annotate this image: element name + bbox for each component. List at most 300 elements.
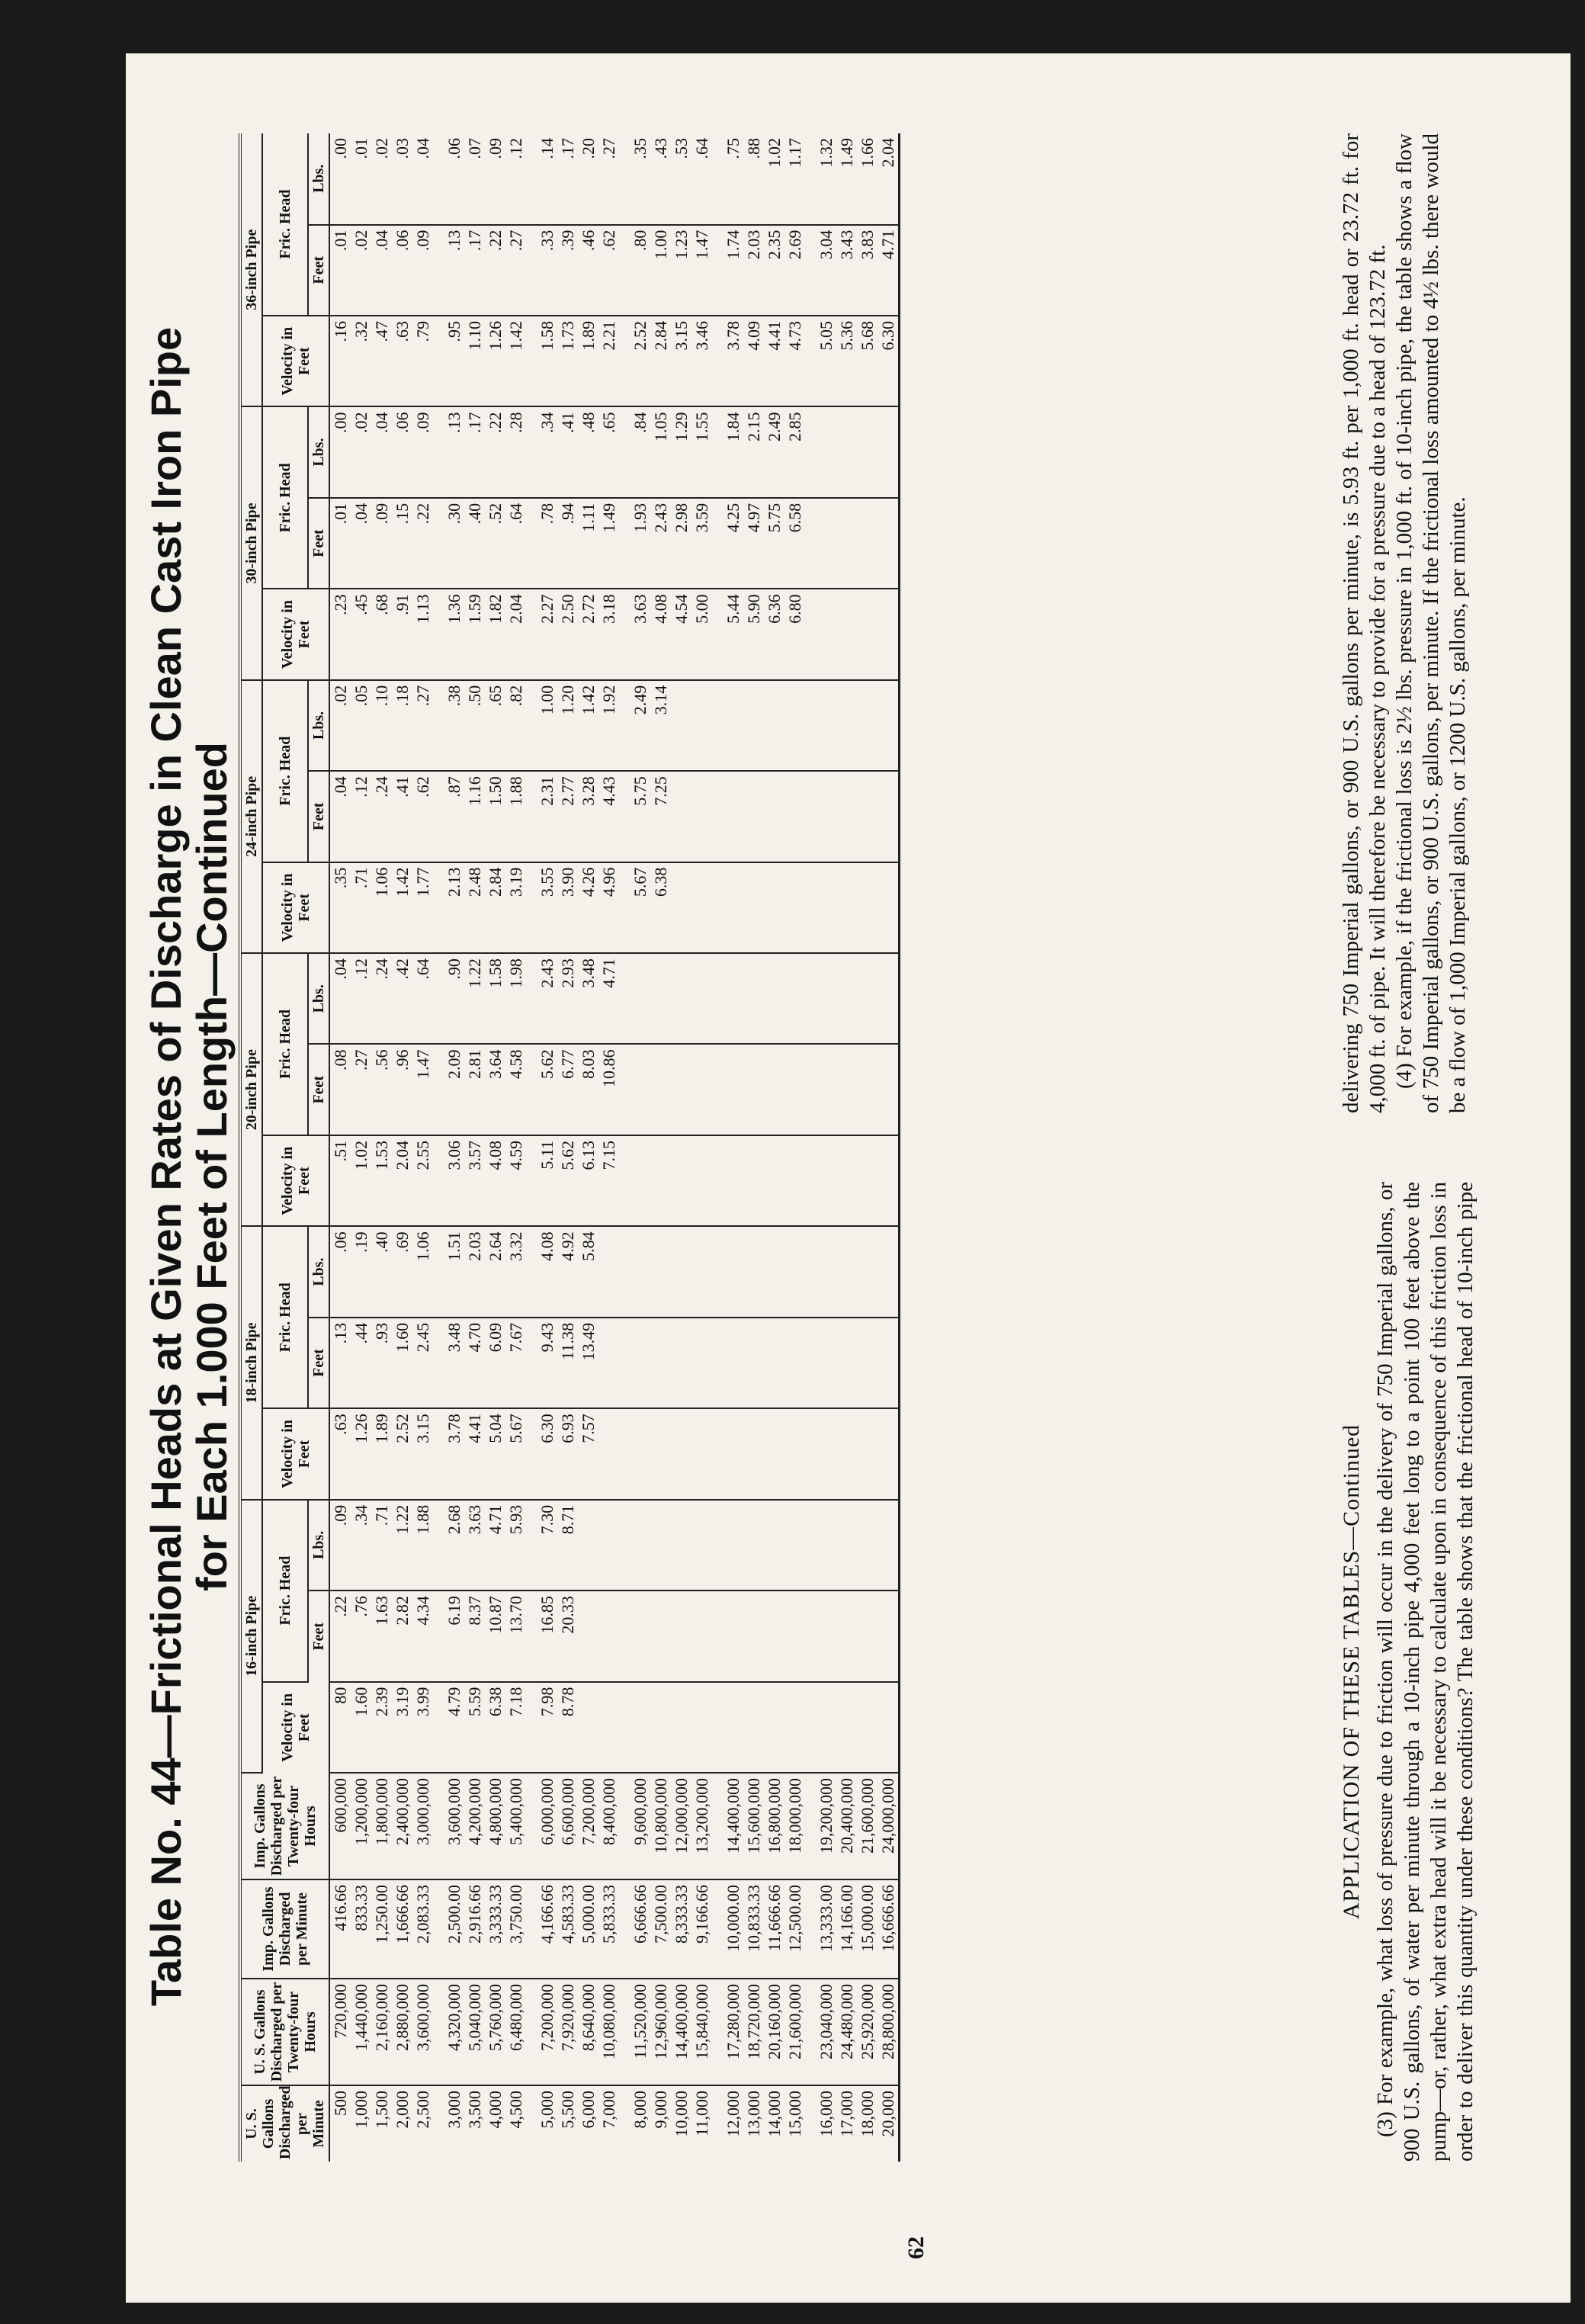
table-cell: 2.48 xyxy=(464,862,485,953)
table-cell: 1,800,000 xyxy=(371,1773,392,1879)
table-cell: 6.80 xyxy=(784,589,805,679)
table-cell: 2.43 xyxy=(537,953,557,1044)
table-cell xyxy=(764,1318,784,1408)
table-cell: 2,400,000 xyxy=(392,1773,412,1879)
table-cell: 10,000.00 xyxy=(723,1879,743,1979)
table-cell xyxy=(619,1226,630,1317)
table-cell: .24 xyxy=(371,771,392,862)
header-fric-head: Fric. Head xyxy=(262,1500,308,1682)
table-cell: .18 xyxy=(392,680,412,771)
table-cell: 6.58 xyxy=(784,498,805,589)
table-cell xyxy=(619,1500,630,1591)
header-imp-gallons-minute: Imp. Gallons Discharged per Minute xyxy=(240,1879,329,1979)
table-cell xyxy=(743,1408,764,1499)
table-cell: 2,160,000 xyxy=(371,1979,392,2085)
table-cell: .10 xyxy=(371,680,392,771)
table-cell xyxy=(619,1318,630,1408)
table-cell: 600,000 xyxy=(329,1773,351,1879)
table-cell xyxy=(712,862,723,953)
document-page xyxy=(126,53,1571,2303)
table-cell: 1.49 xyxy=(598,498,619,589)
table-cell: .17 xyxy=(557,133,578,225)
table-cell xyxy=(723,1500,743,1591)
table-cell xyxy=(433,2085,444,2162)
table-cell: 5.93 xyxy=(505,1500,526,1591)
table-cell xyxy=(878,1045,900,1135)
header-feet: Feet xyxy=(308,498,329,589)
table-cell: 3,000,000 xyxy=(412,1773,433,1879)
table-cell xyxy=(816,1135,836,1226)
table-cell: .02 xyxy=(329,680,351,771)
table-cell xyxy=(805,406,816,497)
table-cell: 11,000 xyxy=(692,2091,711,2136)
table-cell: 1.49 xyxy=(836,133,857,225)
table-cell: 6.13 xyxy=(578,1135,598,1226)
table-cell xyxy=(691,1318,712,1408)
table-cell: 1.13 xyxy=(412,589,433,679)
table-cell: .46 xyxy=(578,225,598,316)
table-cell xyxy=(650,1500,671,1591)
table-cell: .71 xyxy=(351,862,371,953)
table-cell xyxy=(712,316,723,406)
table-cell xyxy=(857,406,878,497)
table-cell xyxy=(816,1226,836,1317)
table-cell: .13 xyxy=(444,225,464,316)
table-cell: 2.81 xyxy=(464,1045,485,1135)
table-cell xyxy=(598,1226,619,1317)
table-cell xyxy=(526,1979,537,2085)
table-cell: 1.06 xyxy=(412,1226,433,1317)
table-cell xyxy=(857,1135,878,1226)
page-title: Table No. 44—Frictional Heads at Given Rates of Discharge in Clean Cast Iron Pipe xyxy=(142,326,190,2007)
table-cell: 8.37 xyxy=(464,1591,485,1681)
table-cell: 5,760,000 xyxy=(485,1979,505,2085)
table-cell: .96 xyxy=(392,1045,412,1135)
table-cell: 1.22 xyxy=(464,953,485,1044)
header-feet: Feet xyxy=(308,1318,329,1408)
table-cell: 6,000 xyxy=(579,2091,598,2129)
table-cell: .27 xyxy=(505,225,526,316)
header-lbs: Lbs. xyxy=(308,133,329,225)
table-cell xyxy=(526,1773,537,1879)
table-cell xyxy=(691,1682,712,1773)
table-cell: 7.18 xyxy=(505,1682,526,1773)
table-cell: 3.63 xyxy=(464,1500,485,1591)
table-cell: .00 xyxy=(329,133,351,225)
table-cell xyxy=(723,862,743,953)
table-row xyxy=(764,133,784,2162)
table-cell xyxy=(805,1500,816,1591)
table-cell: 1.10 xyxy=(464,316,485,406)
table-cell: 2.03 xyxy=(464,1226,485,1317)
table-cell: 1.42 xyxy=(578,680,598,771)
table-cell: 1.36 xyxy=(444,589,464,679)
table-cell: 2.39 xyxy=(371,1682,392,1773)
table-cell xyxy=(836,1408,857,1499)
table-cell: 2.27 xyxy=(537,589,557,679)
table-cell: 1,500 xyxy=(372,2091,391,2129)
table-cell xyxy=(433,1591,444,1681)
table-cell: 5.62 xyxy=(557,1135,578,1226)
table-cell xyxy=(433,1226,444,1317)
table-cell: .09 xyxy=(412,225,433,316)
table-cell: 1,200,000 xyxy=(351,1773,371,1879)
table-cell: .35 xyxy=(630,133,650,225)
table-cell xyxy=(691,680,712,771)
table-cell: 2.21 xyxy=(598,316,619,406)
table-cell: 1.17 xyxy=(784,133,805,225)
table-cell xyxy=(764,1408,784,1499)
table-cell: 1,250.00 xyxy=(371,1879,392,1979)
header-lbs: Lbs. xyxy=(308,406,329,497)
header-velocity: Velocity in Feet xyxy=(262,316,329,406)
table-cell: 4.70 xyxy=(464,1318,485,1408)
table-cell xyxy=(805,1318,816,1408)
table-cell xyxy=(671,1500,691,1591)
table-cell xyxy=(433,1979,444,2085)
table-cell: .64 xyxy=(691,133,712,225)
table-cell xyxy=(578,1591,598,1681)
header-pipe-4: 30-inch Pipe xyxy=(240,406,262,679)
table-cell: 2.04 xyxy=(505,589,526,679)
table-cell: 1.89 xyxy=(371,1408,392,1499)
table-cell: 3,000 xyxy=(444,2091,464,2129)
table-cell xyxy=(723,771,743,862)
table-cell: 1.02 xyxy=(764,133,784,225)
table-cell xyxy=(816,1318,836,1408)
table-cell xyxy=(712,953,723,1044)
table-cell: .51 xyxy=(329,1135,351,1226)
table-cell: 2.85 xyxy=(784,406,805,497)
table-cell: .20 xyxy=(578,133,598,225)
table-cell: 2.52 xyxy=(630,316,650,406)
table-cell: 7.15 xyxy=(598,1135,619,1226)
table-cell xyxy=(433,953,444,1044)
table-cell: .09 xyxy=(412,406,433,497)
table-cell xyxy=(526,862,537,953)
table-cell: 9.43 xyxy=(537,1318,557,1408)
table-cell xyxy=(526,1591,537,1681)
table-cell xyxy=(723,953,743,1044)
table-cell xyxy=(691,1591,712,1681)
table-cell: 15,000.00 xyxy=(857,1879,878,1979)
table-cell: 3.43 xyxy=(836,225,857,316)
table-cell xyxy=(619,771,630,862)
table-cell: .27 xyxy=(598,133,619,225)
table-cell: .27 xyxy=(412,680,433,771)
table-cell: .22 xyxy=(329,1591,351,1681)
table-cell: 20,400,000 xyxy=(836,1773,857,1879)
table-cell xyxy=(712,1226,723,1317)
table-cell: 4.08 xyxy=(650,589,671,679)
table-cell xyxy=(712,1318,723,1408)
table-cell: .04 xyxy=(371,406,392,497)
table-cell xyxy=(816,1682,836,1773)
table-cell: 8,400,000 xyxy=(598,1773,619,1879)
table-cell xyxy=(671,1045,691,1135)
table-cell: 19,200,000 xyxy=(816,1773,836,1879)
table-cell xyxy=(836,589,857,679)
table-cell xyxy=(878,1408,900,1499)
table-cell: 1,440,000 xyxy=(351,1979,371,2085)
table-cell: 6,600,000 xyxy=(557,1773,578,1879)
table-cell xyxy=(743,862,764,953)
table-cell: 4.34 xyxy=(412,1591,433,1681)
table-cell: .45 xyxy=(351,589,371,679)
table-cell: 6,666.66 xyxy=(630,1879,650,1979)
table-cell xyxy=(619,2085,630,2162)
table-cell: .04 xyxy=(412,133,433,225)
table-cell: 13.70 xyxy=(505,1591,526,1681)
table-cell: 3.78 xyxy=(444,1408,464,1499)
table-cell: .30 xyxy=(444,498,464,589)
table-cell: 3.57 xyxy=(464,1135,485,1226)
table-cell: .02 xyxy=(371,133,392,225)
table-cell: .48 xyxy=(578,406,598,497)
table-cell: 2.52 xyxy=(392,1408,412,1499)
table-cell xyxy=(712,1135,723,1226)
table-cell xyxy=(526,316,537,406)
table-cell: 1.05 xyxy=(650,406,671,497)
table-cell xyxy=(878,1226,900,1317)
table-cell: 5,040,000 xyxy=(464,1979,485,2085)
table-cell xyxy=(619,1682,630,1773)
table-cell: 17,000 xyxy=(837,2091,856,2137)
table-cell: 4.08 xyxy=(485,1135,505,1226)
table-cell: 4.92 xyxy=(557,1226,578,1317)
table-cell xyxy=(712,1591,723,1681)
table-cell: 1.42 xyxy=(392,862,412,953)
table-cell xyxy=(784,680,805,771)
table-cell xyxy=(816,1500,836,1591)
table-cell: 10,800,000 xyxy=(650,1773,671,1879)
header-lbs: Lbs. xyxy=(308,680,329,771)
table-row xyxy=(557,133,578,2162)
table-cell xyxy=(526,1318,537,1408)
table-cell: 2.04 xyxy=(878,133,900,225)
table-row xyxy=(691,133,712,2162)
table-cell: 9,000 xyxy=(651,2091,670,2129)
table-cell: 17,280,000 xyxy=(723,1979,743,2085)
table-row xyxy=(578,133,598,2162)
table-cell: 1.93 xyxy=(630,498,650,589)
table-cell: 1.26 xyxy=(351,1408,371,1499)
table-cell: 6.30 xyxy=(878,316,900,406)
table-row xyxy=(537,133,557,2162)
table-cell: 3.99 xyxy=(412,1682,433,1773)
table-cell xyxy=(764,1226,784,1317)
table-cell: 7.25 xyxy=(650,771,671,862)
table-cell xyxy=(691,862,712,953)
table-cell xyxy=(816,589,836,679)
table-spacer-row xyxy=(805,133,816,2162)
table-cell: 1.00 xyxy=(537,680,557,771)
table-cell: 5,000.00 xyxy=(578,1879,598,1979)
table-cell: 4.25 xyxy=(723,498,743,589)
header-velocity: Velocity in Feet xyxy=(262,1135,329,1226)
table-cell xyxy=(671,1318,691,1408)
table-cell xyxy=(433,680,444,771)
table-cell xyxy=(784,1135,805,1226)
table-cell xyxy=(857,1591,878,1681)
table-cell: 16.85 xyxy=(537,1591,557,1681)
table-cell xyxy=(878,1591,900,1681)
table-cell xyxy=(857,1318,878,1408)
table-cell xyxy=(805,1591,816,1681)
table-cell: 6.09 xyxy=(485,1318,505,1408)
header-velocity: Velocity in Feet xyxy=(262,862,329,953)
table-cell xyxy=(816,771,836,862)
table-cell: 24,000,000 xyxy=(878,1773,900,1879)
table-cell xyxy=(743,771,764,862)
table-cell: .02 xyxy=(351,225,371,316)
table-cell: .64 xyxy=(412,953,433,1044)
table-cell xyxy=(784,1682,805,1773)
table-cell: .41 xyxy=(557,406,578,497)
table-body xyxy=(329,133,900,2162)
table-cell: .01 xyxy=(329,225,351,316)
table-cell: 1.32 xyxy=(816,133,836,225)
table-cell: 5.67 xyxy=(505,1408,526,1499)
table-cell: 4.71 xyxy=(485,1500,505,1591)
table-row xyxy=(371,133,392,2162)
table-cell: 11,666.66 xyxy=(764,1879,784,1979)
table-cell: 2.84 xyxy=(485,862,505,953)
table-cell: .16 xyxy=(329,316,351,406)
table-cell: 2.03 xyxy=(743,225,764,316)
table-cell: 5.90 xyxy=(743,589,764,679)
table-cell: 7,920,000 xyxy=(557,1979,578,2085)
table-cell xyxy=(619,225,630,316)
table-cell xyxy=(712,1879,723,1979)
table-cell xyxy=(805,498,816,589)
table-cell: 1.73 xyxy=(557,316,578,406)
table-cell: 3.15 xyxy=(412,1408,433,1499)
table-cell: 10.87 xyxy=(485,1591,505,1681)
table-cell xyxy=(878,1318,900,1408)
table-cell: 2.15 xyxy=(743,406,764,497)
table-cell: 1.47 xyxy=(412,1045,433,1135)
table-cell: 25,920,000 xyxy=(857,1979,878,2085)
table-cell: 10,000 xyxy=(672,2091,691,2137)
table-cell xyxy=(619,589,630,679)
table-row xyxy=(444,133,464,2162)
table-cell: 3.19 xyxy=(505,862,526,953)
table-cell: .63 xyxy=(392,316,412,406)
table-cell: .32 xyxy=(351,316,371,406)
table-cell: 11,520,000 xyxy=(630,1979,650,2085)
table-cell xyxy=(619,1773,630,1879)
table-cell xyxy=(712,498,723,589)
table-cell xyxy=(857,1408,878,1499)
table-cell: 5,833.33 xyxy=(598,1879,619,1979)
table-cell: 1.74 xyxy=(723,225,743,316)
table-cell: .65 xyxy=(598,406,619,497)
table-cell xyxy=(433,316,444,406)
table-cell xyxy=(712,1500,723,1591)
table-cell: 3.48 xyxy=(444,1318,464,1408)
table-cell xyxy=(743,1318,764,1408)
table-cell xyxy=(526,2085,537,2162)
table-cell xyxy=(691,1226,712,1317)
table-cell: 4.96 xyxy=(598,862,619,953)
table-cell xyxy=(619,406,630,497)
table-cell: .43 xyxy=(650,133,671,225)
table-cell xyxy=(743,1591,764,1681)
table-cell: 5.44 xyxy=(723,589,743,679)
table-cell: .75 xyxy=(723,133,743,225)
table-cell xyxy=(671,1591,691,1681)
table-spacer-row xyxy=(619,133,630,2162)
table-cell: 1.58 xyxy=(485,953,505,1044)
table-row xyxy=(816,133,836,2162)
table-cell: 6.30 xyxy=(537,1408,557,1499)
header-lbs: Lbs. xyxy=(308,953,329,1044)
table-cell: 3.19 xyxy=(392,1682,412,1773)
table-cell xyxy=(433,1773,444,1879)
table-cell: 6.19 xyxy=(444,1591,464,1681)
table-cell: .22 xyxy=(412,498,433,589)
table-cell xyxy=(712,680,723,771)
table-cell: 7.67 xyxy=(505,1318,526,1408)
table-cell: 3.63 xyxy=(630,589,650,679)
table-cell: 10,080,000 xyxy=(598,1979,619,2085)
table-cell: 1.82 xyxy=(485,589,505,679)
table-cell: 1.47 xyxy=(691,225,712,316)
table-cell: 18,000,000 xyxy=(784,1773,805,1879)
table-cell: 7.98 xyxy=(537,1682,557,1773)
table-cell xyxy=(723,1408,743,1499)
table-cell: 9,600,000 xyxy=(630,1773,650,1879)
table-cell: 1.88 xyxy=(505,771,526,862)
header-pipe-1: 18-inch Pipe xyxy=(240,1226,262,1499)
table-cell xyxy=(526,1226,537,1317)
table-cell xyxy=(433,1879,444,1979)
table-cell xyxy=(433,133,444,225)
table-cell xyxy=(836,1500,857,1591)
table-cell: .79 xyxy=(412,316,433,406)
table-cell xyxy=(764,1500,784,1591)
table-cell: 2.49 xyxy=(764,406,784,497)
table-cell xyxy=(743,953,764,1044)
table-cell: 1.20 xyxy=(557,680,578,771)
table-cell xyxy=(619,680,630,771)
table-cell xyxy=(784,1045,805,1135)
table-cell: 3,333.33 xyxy=(485,1879,505,1979)
table-cell xyxy=(764,1591,784,1681)
table-cell: .06 xyxy=(329,1226,351,1317)
table-cell: 3,750.00 xyxy=(505,1879,526,1979)
table-cell: .04 xyxy=(329,953,351,1044)
table-cell xyxy=(805,2085,816,2162)
table-cell: .35 xyxy=(329,862,351,953)
table-cell: 5.00 xyxy=(691,589,712,679)
table-cell: 1.89 xyxy=(578,316,598,406)
table-cell: .95 xyxy=(444,316,464,406)
table-cell: 7,200,000 xyxy=(578,1773,598,1879)
table-cell: 2.04 xyxy=(392,1135,412,1226)
table-cell xyxy=(691,1408,712,1499)
table-cell: 1.88 xyxy=(412,1500,433,1591)
table-cell: .17 xyxy=(464,225,485,316)
table-cell: .12 xyxy=(351,953,371,1044)
table-cell: 11.38 xyxy=(557,1318,578,1408)
table-cell xyxy=(598,1682,619,1773)
table-cell: 3.59 xyxy=(691,498,712,589)
table-cell xyxy=(712,2085,723,2162)
table-cell xyxy=(836,1682,857,1773)
table-cell: 10.86 xyxy=(598,1045,619,1135)
